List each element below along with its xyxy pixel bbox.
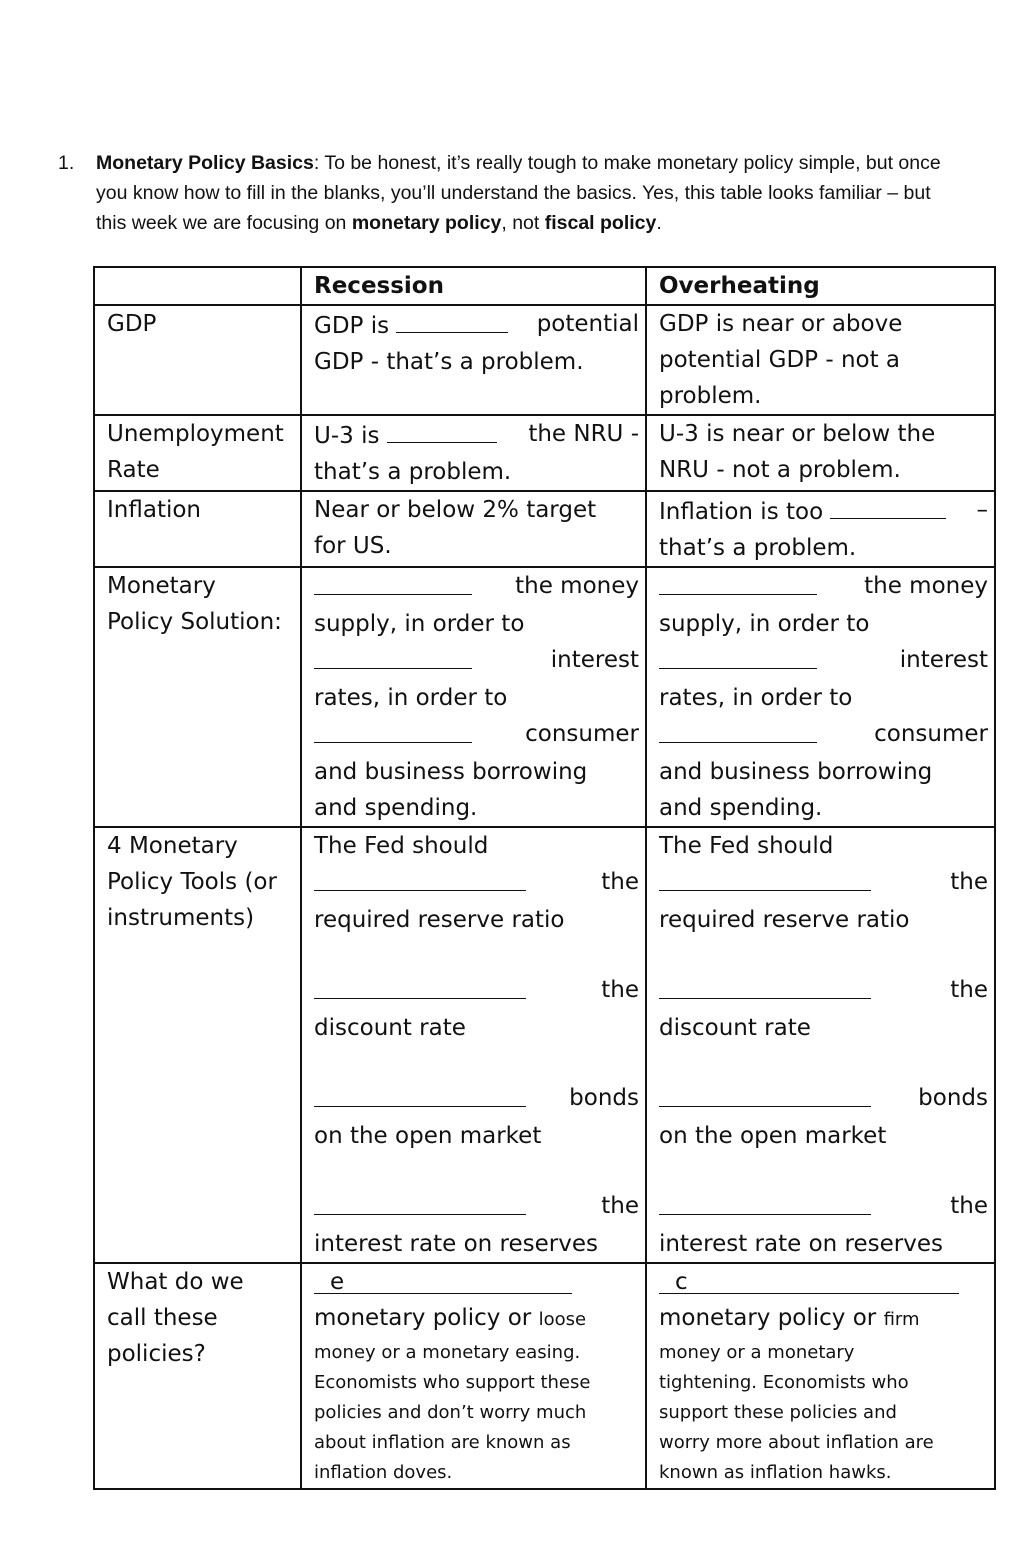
tools-rec-blank-4[interactable] — [314, 1188, 526, 1215]
tools-over-t3b: on the open market — [659, 1123, 887, 1149]
tools-rec-t2b: discount rate — [314, 1015, 466, 1041]
tools-rec-t4: the — [601, 1193, 639, 1219]
header-empty-cell — [94, 267, 301, 305]
tools-over-t4: the — [950, 1193, 988, 1219]
tools-over-blank-1[interactable] — [659, 864, 871, 891]
inflation-over-dash: – — [976, 497, 988, 523]
row-inflation — [94, 491, 995, 567]
question-intro — [58, 148, 958, 238]
names-rec-small-5: about inflation are known as — [314, 1432, 571, 1453]
tools-label-1: 4 Monetary — [107, 833, 238, 859]
gdp-recession-cell — [301, 305, 646, 415]
sol-rec-text-1: the money — [515, 573, 639, 599]
tools-rec-t1: the — [601, 869, 639, 895]
unemp-over-text-2: NRU - not a problem. — [659, 457, 901, 483]
names-rec-small-6: inflation doves. — [314, 1462, 453, 1483]
tools-rec-blank-2[interactable] — [314, 972, 526, 999]
sol-over-text-2: supply, in order to — [659, 611, 870, 637]
names-rec-small-2: money or a monetary easing. — [314, 1342, 581, 1363]
names-rec-small-4: policies and don’t worry much — [314, 1402, 587, 1423]
names-over-small-5: worry more about inflation are — [659, 1432, 934, 1453]
tools-rec-t1b: required reserve ratio — [314, 907, 565, 933]
tools-over-t2b: discount rate — [659, 1015, 811, 1041]
tools-label-2: Policy Tools (or — [107, 869, 277, 895]
names-label-3: policies? — [107, 1341, 206, 1367]
row-label-gdp — [94, 305, 301, 415]
monetary-policy-table — [93, 266, 996, 1490]
intro-text-1: : To be honest, it’s really tough to make monetary policy simple, but once you know how to fill in the blanks, you’ll understand the basics. Yes, this table looks familiar – but this week we are focusing on — [96, 152, 941, 234]
gdp-rec-text: GDP is — [314, 313, 390, 339]
sol-over-blank-3[interactable] — [659, 716, 817, 743]
inflation-rec-text-2: for US. — [314, 533, 392, 559]
tools-over-t3: bonds — [918, 1085, 988, 1111]
inflation-recession-cell — [301, 491, 646, 567]
tools-rec-intro: The Fed should — [314, 833, 489, 859]
tools-over-t1: the — [950, 869, 988, 895]
names-rec-small-3: Economists who support these — [314, 1372, 591, 1393]
unemployment-recession-cell — [301, 415, 646, 491]
gdp-rec-text-b: potential — [536, 311, 639, 337]
names-over-small-4: support these policies and — [659, 1402, 897, 1423]
tools-over-intro: The Fed should — [659, 833, 834, 859]
sol-over-blank-2[interactable] — [659, 642, 817, 669]
inflation-over-text-2: that’s a problem. — [659, 535, 857, 561]
names-over-small-2: money or a monetary — [659, 1342, 855, 1363]
tools-rec-blank-1[interactable] — [314, 864, 526, 891]
intro-bold-fiscal: fiscal policy — [544, 212, 657, 234]
sol-rec-text-2: supply, in order to — [314, 611, 525, 637]
question-number: 1. — [58, 152, 75, 174]
sol-over-text-1: the money — [864, 573, 988, 599]
row-label-inflation — [94, 491, 301, 567]
names-over-big: monetary policy or — [659, 1305, 877, 1331]
inflation-over-blank[interactable] — [830, 492, 946, 519]
header-row — [94, 267, 995, 305]
unemployment-label-1: Unemployment — [107, 421, 284, 447]
tools-overheating-cell — [646, 827, 995, 1263]
tools-rec-t4b: interest rate on reserves — [314, 1231, 598, 1257]
names-rec-small-1: loose — [538, 1309, 587, 1330]
row-solution — [94, 567, 995, 827]
gdp-rec-blank[interactable] — [396, 306, 508, 333]
gdp-label: GDP — [107, 311, 157, 337]
gdp-overheating-cell — [646, 305, 995, 415]
solution-label-2: Policy Solution: — [107, 609, 282, 635]
tools-rec-blank-3[interactable] — [314, 1080, 526, 1107]
solution-recession-cell — [301, 567, 646, 827]
sol-rec-blank-3[interactable] — [314, 716, 472, 743]
sol-rec-text-5: consumer — [525, 721, 639, 747]
row-label-unemployment — [94, 415, 301, 491]
unemployment-label-2: Rate — [107, 457, 160, 483]
names-overheating-cell — [646, 1263, 995, 1489]
names-label-2: call these — [107, 1305, 218, 1331]
inflation-label: Inflation — [107, 497, 201, 523]
names-rec-big: monetary policy or — [314, 1305, 532, 1331]
sol-over-text-7: and spending. — [659, 795, 823, 821]
names-rec-answer[interactable]: e — [314, 1264, 572, 1294]
unemployment-overheating-cell — [646, 415, 995, 491]
tools-rec-t2: the — [601, 977, 639, 1003]
inflation-rec-text-1: Near or below 2% target — [314, 497, 597, 523]
header-recession: Recession — [301, 267, 646, 305]
row-unemployment — [94, 415, 995, 491]
sol-over-text-3: interest — [899, 647, 988, 673]
inflation-over-text: Inflation is too — [659, 499, 824, 525]
tools-over-blank-4[interactable] — [659, 1188, 871, 1215]
tools-over-t4b: interest rate on reserves — [659, 1231, 943, 1257]
inflation-overheating-cell — [646, 491, 995, 567]
tools-label-3: instruments) — [107, 905, 255, 931]
tools-over-t2: the — [950, 977, 988, 1003]
sol-over-text-5: consumer — [874, 721, 988, 747]
sol-rec-blank-2[interactable] — [314, 642, 472, 669]
unemp-over-text-1: U-3 is near or below the — [659, 421, 936, 447]
row-tools — [94, 827, 995, 1263]
sol-rec-text-7: and spending. — [314, 795, 478, 821]
row-gdp — [94, 305, 995, 415]
names-over-small-3: tightening. Economists who — [659, 1372, 909, 1393]
sol-over-blank-1[interactable] — [659, 568, 817, 595]
gdp-over-text-1: GDP is near or above — [659, 311, 903, 337]
tools-over-t1b: required reserve ratio — [659, 907, 910, 933]
header-overheating: Overheating — [646, 267, 995, 305]
gdp-over-text-3: problem. — [659, 383, 762, 409]
unemp-rec-text-2: that’s a problem. — [314, 459, 512, 485]
unemp-rec-blank[interactable] — [387, 416, 497, 443]
row-names — [94, 1263, 995, 1489]
sol-rec-text-6: and business borrowing — [314, 759, 588, 785]
unemp-rec-text: U-3 is — [314, 423, 380, 449]
names-recession-cell — [301, 1263, 646, 1489]
tools-over-blank-3[interactable] — [659, 1080, 871, 1107]
sol-over-text-6: and business borrowing — [659, 759, 933, 785]
gdp-rec-text-2: GDP - that’s a problem. — [314, 349, 584, 375]
gdp-over-text-2: potential GDP - not a — [659, 347, 901, 373]
names-over-small-1: firm — [883, 1309, 920, 1330]
question-title: Monetary Policy Basics — [96, 152, 314, 174]
tools-recession-cell — [301, 827, 646, 1263]
names-over-small-6: known as inflation hawks. — [659, 1462, 892, 1483]
tools-over-blank-2[interactable] — [659, 972, 871, 999]
row-label-tools — [94, 827, 301, 1263]
solution-overheating-cell — [646, 567, 995, 827]
tools-rec-t3: bonds — [569, 1085, 639, 1111]
sol-rec-text-3: interest — [550, 647, 639, 673]
unemp-rec-text-b: the NRU - — [528, 421, 639, 447]
solution-label-1: Monetary — [107, 573, 216, 599]
row-label-names — [94, 1263, 301, 1489]
names-over-answer[interactable]: c — [659, 1264, 959, 1294]
question-text — [96, 148, 958, 238]
intro-text-3: . — [656, 212, 662, 234]
row-label-solution — [94, 567, 301, 827]
sol-rec-blank-1[interactable] — [314, 568, 472, 595]
intro-text-2: , not — [501, 212, 545, 234]
sol-over-text-4: rates, in order to — [659, 685, 853, 711]
names-label-1: What do we — [107, 1269, 244, 1295]
tools-rec-t3b: on the open market — [314, 1123, 542, 1149]
intro-bold-monetary: monetary policy — [351, 212, 502, 234]
sol-rec-text-4: rates, in order to — [314, 685, 508, 711]
